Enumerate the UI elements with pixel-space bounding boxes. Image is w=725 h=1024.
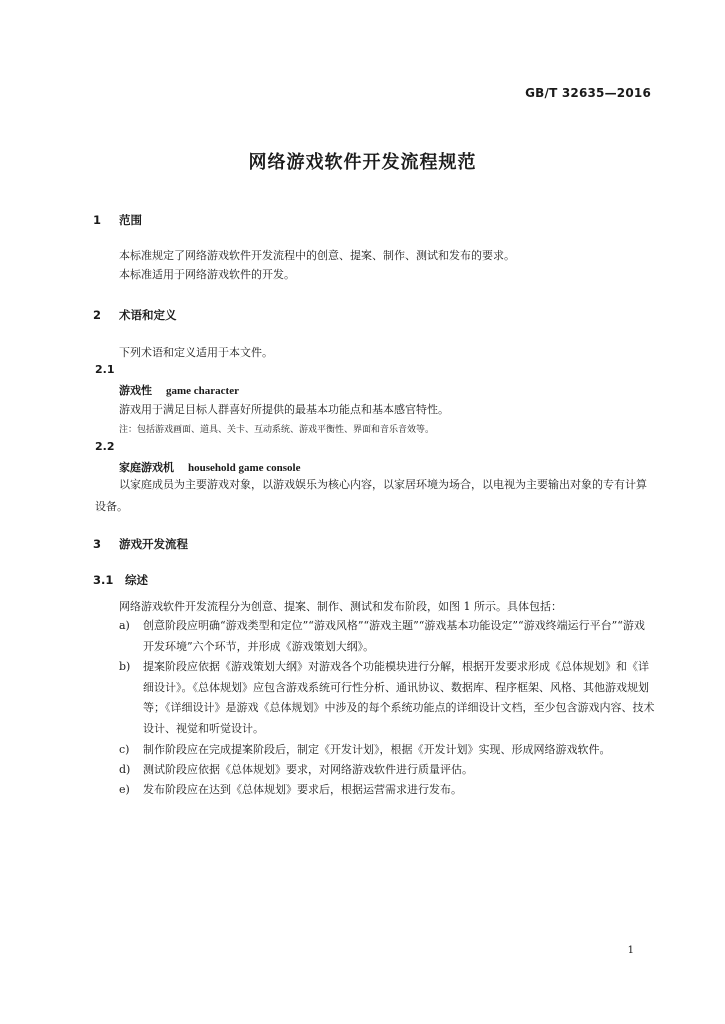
section-3-1-number: 3.1 [93,573,114,587]
term-2-1-cn: 游戏性 [119,384,152,397]
section-3-1-heading [93,572,148,588]
list-item-e-text: 发布阶段应在达到《总体规划》要求后，根据运营需求进行发布。 [143,783,462,796]
term-2-2 [119,459,300,475]
term-2-1-en: game character [166,385,239,397]
section-1-title: 范围 [119,213,142,227]
list-item-e-mark: e) [119,783,130,796]
list-item-b-text: 提案阶段应依据《游戏策划大纲》对游戏各个功能模块进行分解，根据开发要求形成《总体规划》和《详细设计》。《总体规划》应包含游戏系统可行性分析、通讯协议、数据库、程序框架、风格、其他游戏规划等；《详细设计》是游戏《总体规划》中涉及的每个系统功能点的详细设计文档，至少包含游戏内容、技术设计、视觉和听觉设计。 [143,660,655,735]
section-3-1-intro: 网络游戏软件开发流程分为创意、提案、制作、测试和发布阶段，如图 1 所示。具体包括： [119,600,562,613]
list-item-c-mark: c) [119,743,130,756]
list-item-c-text: 制作阶段应在完成提案阶段后，制定《开发计划》，根据《开发计划》实现、形成网络游戏软件。 [143,743,611,756]
section-1-heading [93,212,142,228]
term-2-1-definition: 游戏用于满足目标人群喜好所提供的最基本功能点和基本感官特性。 [119,403,449,416]
term-2-2-en: household game console [188,462,301,474]
list-item-a-mark: a) [119,619,130,632]
list-item-c [119,740,655,761]
section-2-number: 2 [93,308,102,322]
page-number: 1 [627,945,634,956]
list-item-e [119,780,655,801]
term-2-2-number: 2.2 [95,440,115,453]
section-2-intro: 下列术语和定义适用于本文件。 [119,346,273,359]
list-item-d-text: 测试阶段应依据《总体规划》要求，对网络游戏软件进行质量评估。 [143,763,473,776]
section-2-title: 术语和定义 [119,308,177,322]
standard-code: GB/T 32635—2016 [525,86,651,100]
list-item-a [119,616,655,657]
section-1-number: 1 [93,213,102,227]
section-2-heading [93,307,177,323]
section-3-heading [93,536,188,552]
section-1-para-2: 本标准适用于网络游戏软件的开发。 [119,268,295,281]
list-item-d-mark: d) [119,763,131,776]
term-2-2-cn: 家庭游戏机 [119,461,174,474]
list-item-a-text: 创意阶段应明确“游戏类型和定位”“游戏风格”“游戏主题”“游戏基本功能设定”“游戏终端运行平台”“游戏开发环境”六个环节，并形成《游戏策划大纲》。 [143,619,645,653]
term-2-1-number: 2.1 [95,363,115,376]
section-1-para-1: 本标准规定了网络游戏软件开发流程中的创意、提案、制作、测试和发布的要求。 [119,249,515,262]
section-3-title: 游戏开发流程 [119,537,188,551]
term-2-1-note: 注：包括游戏画面、道具、关卡、互动系统、游戏平衡性、界面和音乐音效等。 [119,425,435,435]
section-3-number: 3 [93,537,102,551]
document-title: 网络游戏软件开发流程规范 [248,152,477,173]
term-2-1 [119,382,239,398]
term-2-2-definition: 以家庭成员为主要游戏对象，以游戏娱乐为核心内容，以家居环境为场合，以电视为主要输出对象的专有计算设备。 [95,478,647,513]
list-item-d [119,760,655,781]
list-item-b [119,657,655,739]
list-item-b-mark: b) [119,660,131,673]
section-3-1-title: 综述 [125,573,148,587]
